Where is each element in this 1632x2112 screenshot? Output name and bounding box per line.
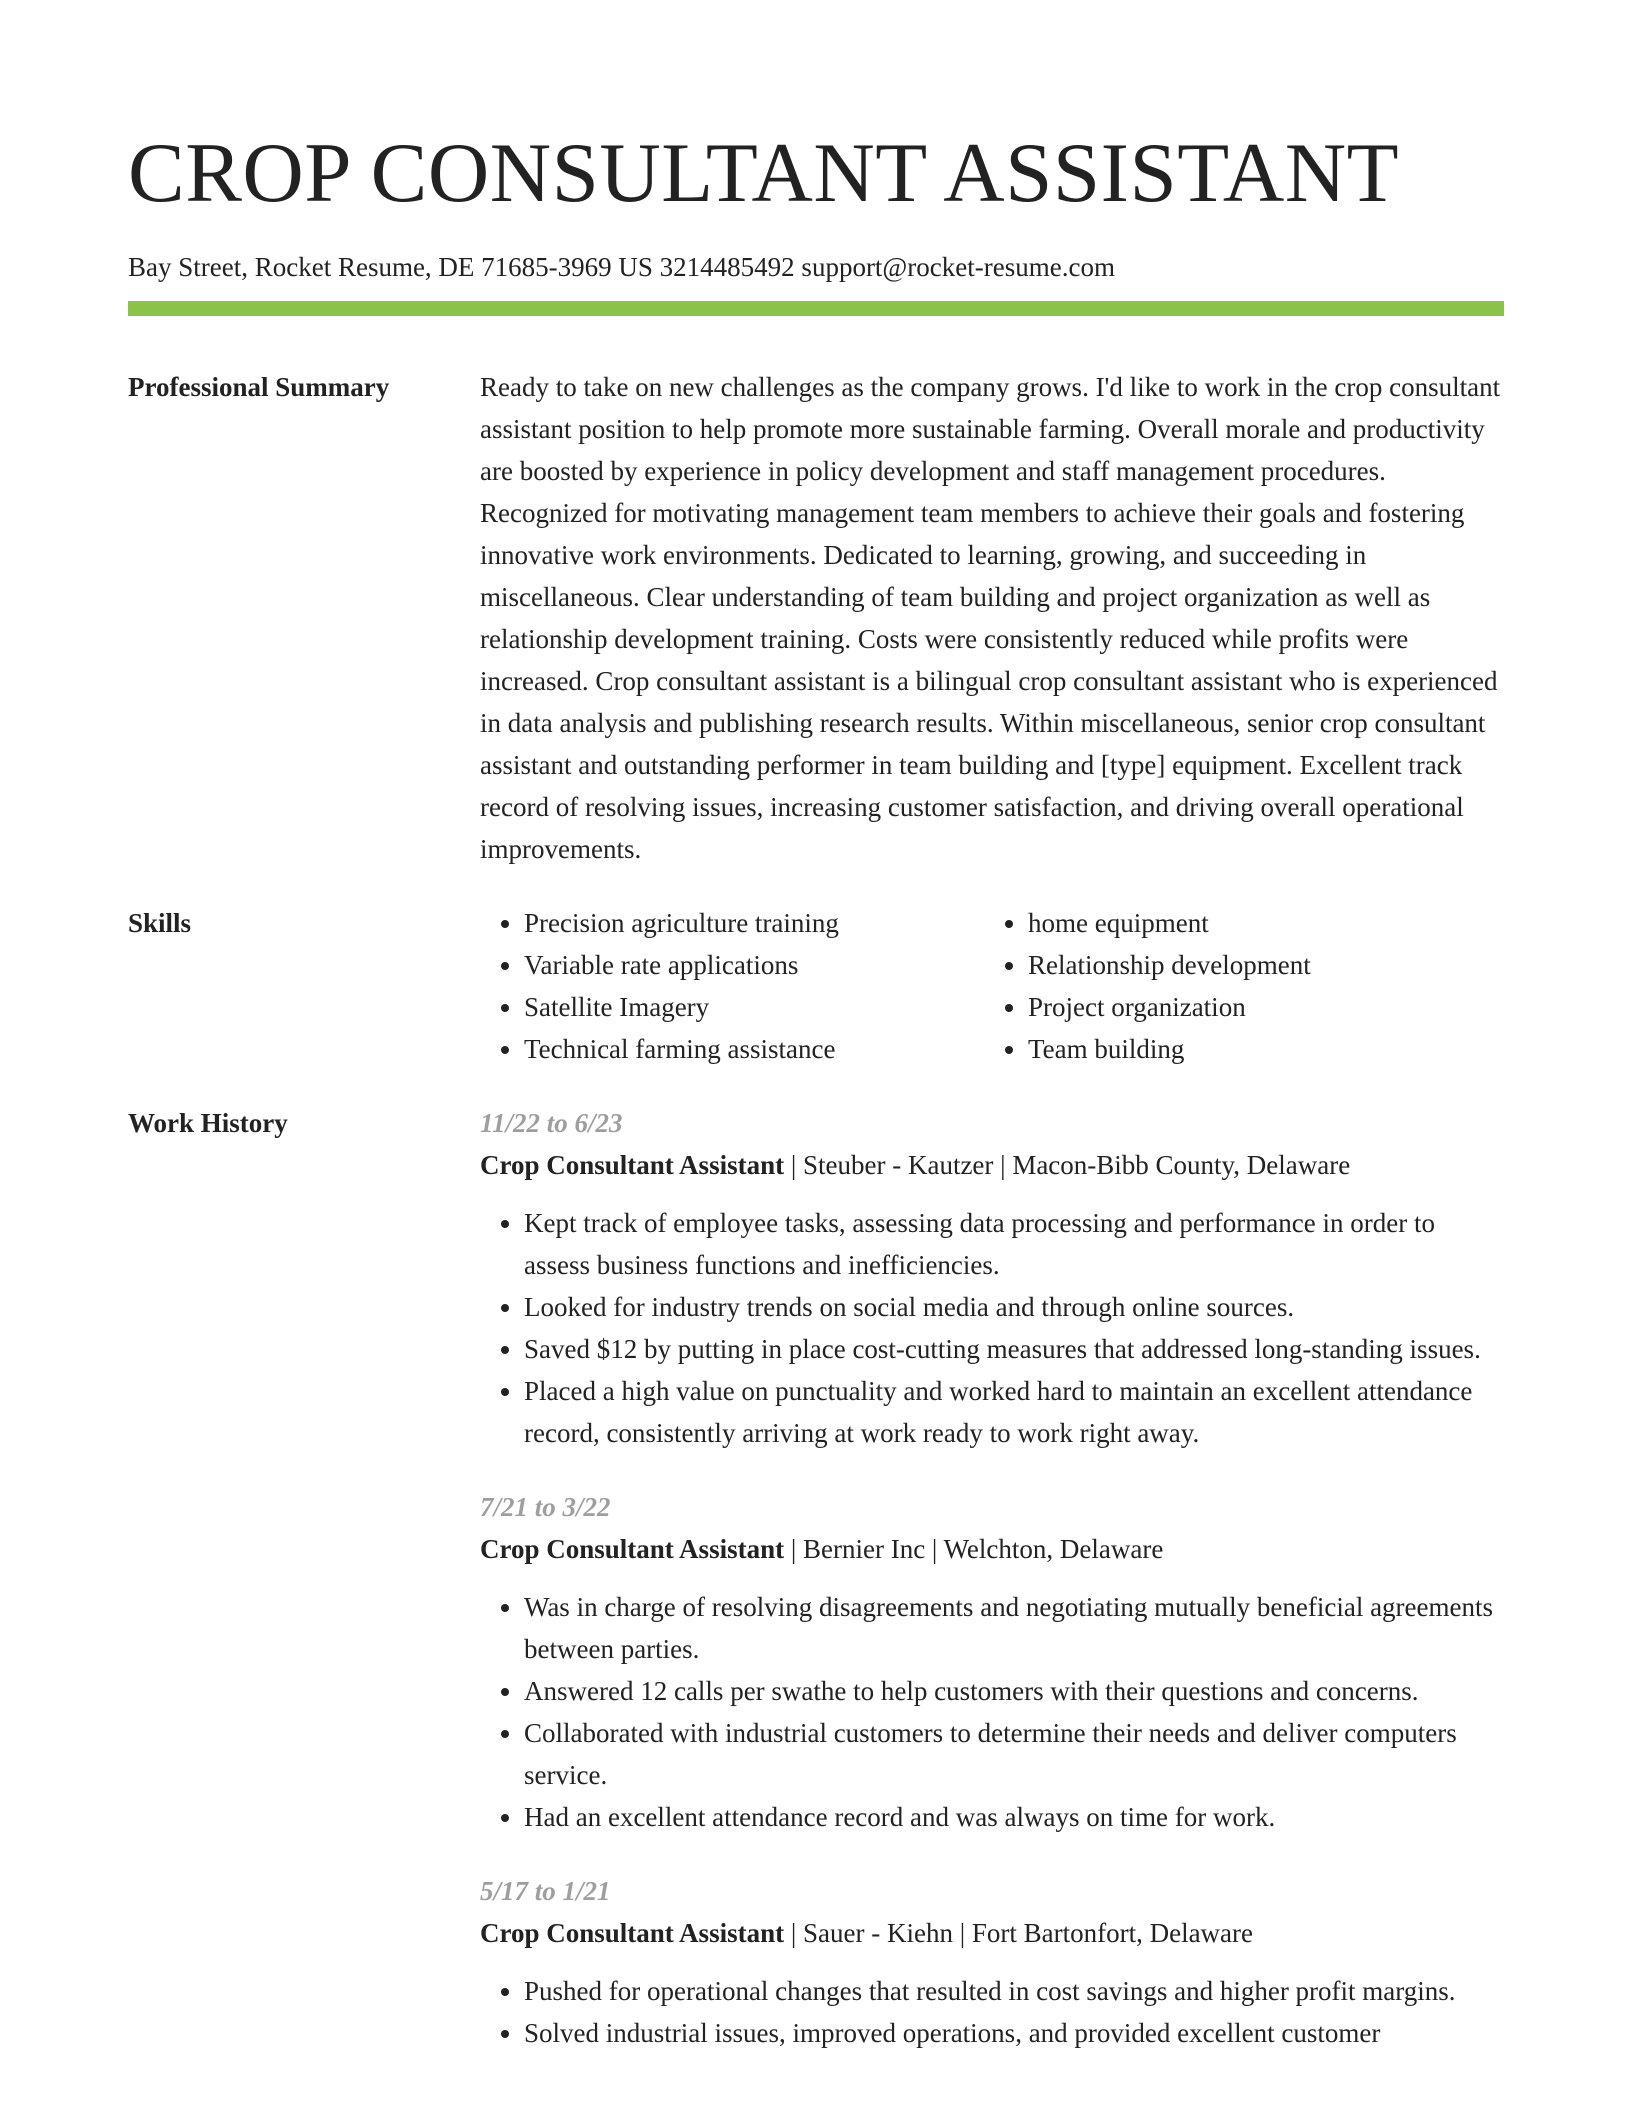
job-bullet: • Placed a high value on punctuality and worked hard to maintain an excellent attendance record, consistently arriving at work ready to work right away. — [524, 1370, 1504, 1454]
job-bullet: • Collaborated with industrial customers to determine their needs and deliver computers service. — [524, 1712, 1504, 1796]
skill-item: • home equipment — [1028, 902, 1311, 944]
job-bullet: • Answered 12 calls per swathe to help customers with their questions and concerns. — [524, 1670, 1504, 1712]
work-history-heading: Work History — [128, 1108, 288, 1138]
job-responsibilities — [480, 1970, 1504, 2054]
skill-item: • Satellite Imagery — [524, 986, 984, 1028]
skills-heading: Skills — [128, 908, 192, 938]
accent-divider — [128, 301, 1504, 316]
job-entry — [480, 1102, 1504, 1454]
contact-info: Bay Street, Rocket Resume, DE 71685-3969 US 3214485492 support@rocket-resume.com — [128, 252, 1115, 282]
job-header — [480, 1912, 1504, 1954]
professional-summary-section — [128, 366, 1504, 870]
job-employer-location: | Sauer - Kiehn | Fort Bartonfort, Delaware — [784, 1918, 1254, 1948]
job-bullet: • Saved $12 by putting in place cost-cutting measures that addressed long-standing issues. — [524, 1328, 1504, 1370]
job-responsibilities — [480, 1586, 1504, 1838]
job-title: Crop Consultant Assistant — [480, 1918, 785, 1948]
job-employer-location: | Bernier Inc | Welchton, Delaware — [784, 1534, 1164, 1564]
professional-summary-text: Ready to take on new challenges as the company grows. I'd like to work in the crop consultant assistant position to help promote more sustainable farming. Overall morale and productivity are boosted by experience in policy development and staff management procedures. Recognized for motivating management team members to achieve their goals and fostering innovative work environments. Dedicated to learning, growing, and succeeding in miscellaneous. Clear understanding of team building and project organization as well as relationship development training. Costs were consistently reduced while profits were increased. Crop consultant assistant is a bilingual crop consultant assistant who is experienced in data analysis and publishing research results. Within miscellaneous, senior crop consultant assistant and outstanding performer in team building and [type] equipment. Excellent track record of resolving issues, increasing customer satisfaction, and driving overall operational improvements. — [480, 372, 1501, 864]
skill-item: • Variable rate applications — [524, 944, 984, 986]
skills-list — [480, 902, 1504, 1070]
skill-item: • Technical farming assistance — [524, 1028, 984, 1070]
skills-column-left — [480, 902, 984, 1070]
work-history-list — [480, 1102, 1504, 2086]
job-responsibilities — [480, 1202, 1504, 1454]
job-bullet: • Was in charge of resolving disagreements and negotiating mutually beneficial agreements between parties. — [524, 1586, 1504, 1670]
job-dates: 5/17 to 1/21 — [480, 1876, 611, 1906]
resume-page — [128, 0, 1504, 2086]
job-dates: 7/21 to 3/22 — [480, 1492, 611, 1522]
job-bullet: • Kept track of employee tasks, assessing data processing and performance in order to assess business functions and inefficiencies. — [524, 1202, 1504, 1286]
professional-summary-heading: Professional Summary — [128, 372, 390, 402]
job-header — [480, 1144, 1504, 1186]
job-employer-location: | Steuber - Kautzer | Macon-Bibb County, Delaware — [784, 1150, 1351, 1180]
job-title: Crop Consultant Assistant — [480, 1534, 785, 1564]
skill-item: • Team building — [1028, 1028, 1311, 1070]
job-entry — [480, 1486, 1504, 1838]
job-title: Crop Consultant Assistant — [480, 1150, 785, 1180]
work-history-section — [128, 1102, 1504, 2086]
skills-section — [128, 902, 1504, 1070]
job-header — [480, 1528, 1504, 1570]
skill-item: • Relationship development — [1028, 944, 1311, 986]
skill-item: • Project organization — [1028, 986, 1311, 1028]
skill-item: • Precision agriculture training — [524, 902, 984, 944]
job-bullet: • Looked for industry trends on social media and through online sources. — [524, 1286, 1504, 1328]
job-bullet: • Pushed for operational changes that resulted in cost savings and higher profit margins. — [524, 1970, 1504, 2012]
job-entry — [480, 1870, 1504, 2054]
job-dates: 11/22 to 6/23 — [480, 1108, 623, 1138]
job-bullet: • Had an excellent attendance record and was always on time for work. — [524, 1796, 1504, 1838]
job-bullet: • Solved industrial issues, improved operations, and provided excellent customer — [524, 2012, 1504, 2054]
resume-title: CROP CONSULTANT ASSISTANT — [128, 126, 1400, 220]
skills-column-right — [984, 902, 1311, 1070]
